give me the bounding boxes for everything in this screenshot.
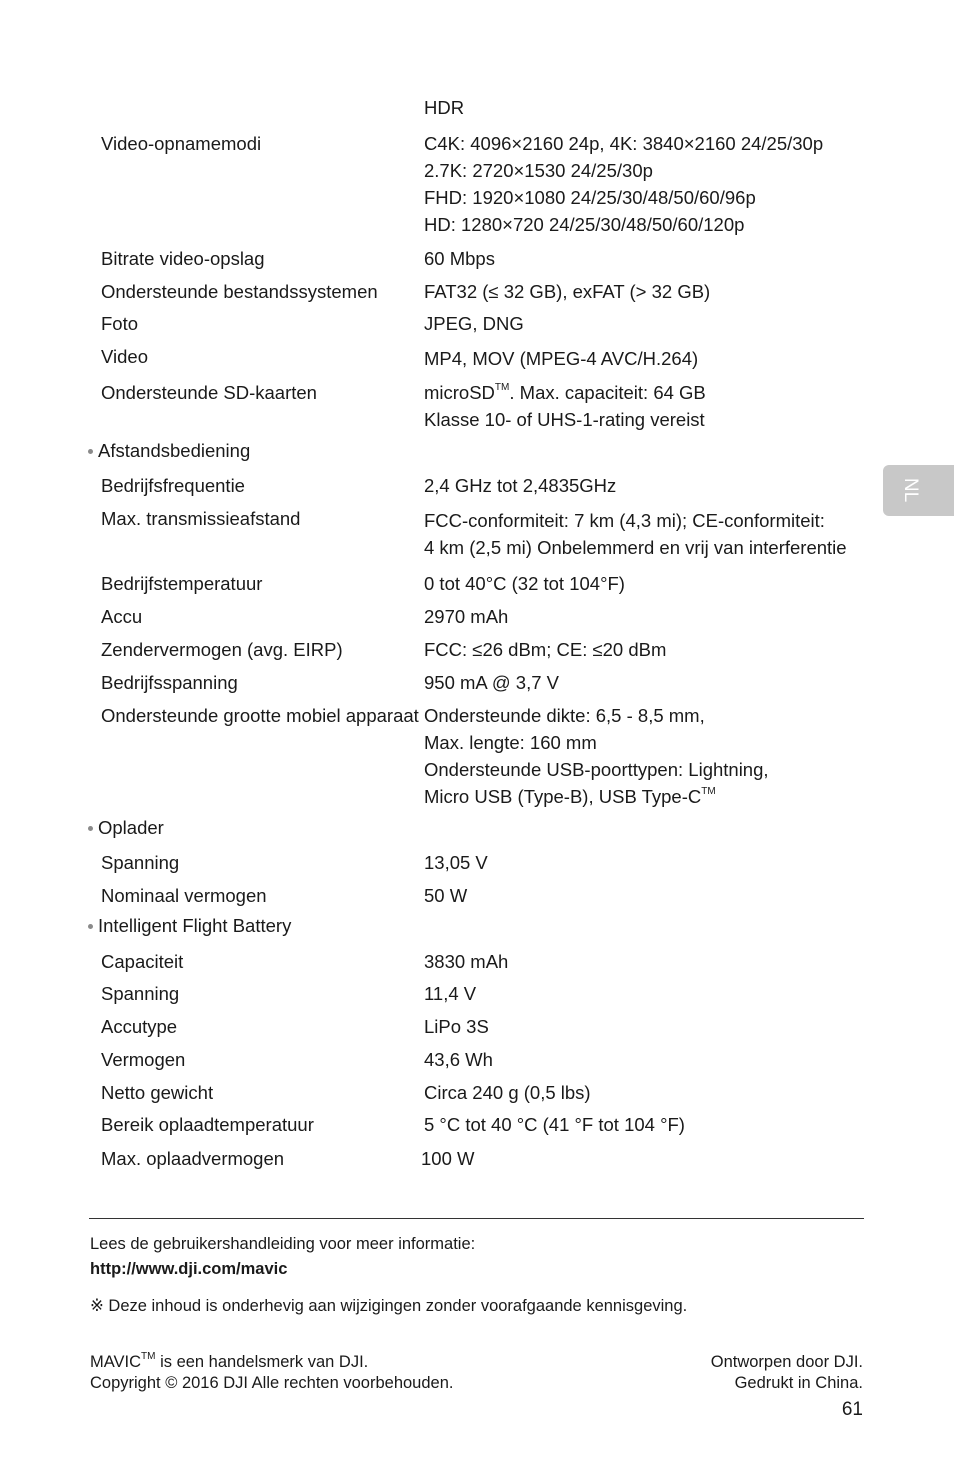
- spec-value: [424, 603, 508, 630]
- spec-value: [424, 1079, 591, 1106]
- spec-value: [424, 472, 616, 499]
- trademark-sup: TM: [141, 1350, 156, 1362]
- spec-label: Capaciteit: [101, 951, 184, 972]
- spec-value-line: MP4, MOV (MPEG-4 AVC/H.264): [424, 348, 699, 369]
- spec-value-line: FHD: 1920×1080 24/25/30/48/50/60/96p: [424, 187, 756, 208]
- brand-name: MAVIC: [90, 1353, 142, 1371]
- spec-label: Ondersteunde SD-kaarten: [101, 382, 317, 403]
- spec-value: [424, 882, 467, 909]
- spec-value: [424, 702, 769, 810]
- bullet-icon: [88, 924, 93, 929]
- spec-label: Max. oplaadvermogen: [101, 1148, 285, 1169]
- spec-value-line: 3830 mAh: [424, 951, 509, 972]
- page-number: 61: [841, 1399, 863, 1420]
- spec-value-line: 50 W: [424, 885, 468, 906]
- spec-value-line: Klasse 10- of UHS-1-rating vereist: [424, 409, 705, 430]
- spec-label: Accu: [101, 606, 143, 627]
- bullet-icon: [88, 826, 93, 831]
- footer-info: Lees de gebruikershandleiding voor meer informatie:: [90, 1235, 476, 1253]
- spec-value-line: LiPo 3S: [424, 1016, 489, 1037]
- spec-value-line: Ondersteunde USB-poorttypen: Lightning,: [424, 759, 769, 780]
- spec-value-line: 60 Mbps: [424, 248, 495, 269]
- spec-value-line: HDR: [424, 97, 465, 118]
- section-heading-text: Oplader: [98, 817, 164, 838]
- spec-label: Bedrijfsfrequentie: [101, 475, 245, 496]
- footer-trademark: [90, 1351, 368, 1373]
- spec-value: [424, 570, 625, 597]
- spec-value-line: C4K: 4096×2160 24p, 4K: 3840×2160 24/25/30p: [424, 133, 824, 154]
- footer-url[interactable]: [90, 1258, 287, 1280]
- spec-value: [424, 1046, 493, 1073]
- spec-label: Bereik oplaadtemperatuur: [101, 1114, 314, 1135]
- spec-value: [424, 1013, 489, 1040]
- spec-value: [424, 849, 488, 876]
- spec-label: Nominaal vermogen: [101, 885, 267, 906]
- spec-label: Foto: [101, 313, 139, 334]
- footer-printed: Gedrukt in China.: [734, 1374, 863, 1392]
- spec-value: [424, 130, 823, 238]
- spec-value: [424, 345, 698, 372]
- spec-value-text: Micro USB (Type-B), USB Type-C: [424, 786, 702, 807]
- section-heading-charger: [88, 814, 164, 841]
- spec-label: Spanning: [101, 852, 180, 873]
- spec-label: Video-opnamemodi: [101, 133, 262, 154]
- section-heading-battery: [88, 912, 291, 939]
- spec-value: [424, 278, 710, 305]
- spec-value-line: 11,4 V: [424, 983, 477, 1004]
- spec-value-line: 100 W: [421, 1148, 475, 1169]
- bullet-icon: [88, 449, 93, 454]
- spec-value-line: 2,4 GHz tot 2,4835GHz: [424, 475, 617, 496]
- spec-value-line: 13,05 V: [424, 852, 488, 873]
- spec-label: Bitrate video-opslag: [101, 248, 265, 269]
- spec-value: [424, 980, 476, 1007]
- spec-label: Video: [101, 346, 148, 367]
- spec-label: Bedrijfsspanning: [101, 672, 238, 693]
- spec-value-line: JPEG, DNG: [424, 313, 524, 334]
- section-heading-text: Intelligent Flight Battery: [98, 915, 292, 936]
- spec-value: [424, 1111, 685, 1138]
- spec-label: Ondersteunde grootte mobiel apparaat: [101, 705, 419, 726]
- spec-value-text: . Max. capaciteit: 64 GB: [509, 382, 706, 403]
- spec-value-line: FCC-conformiteit: 7 km (4,3 mi); CE-conformiteit:: [424, 510, 825, 531]
- language-tab: [883, 465, 954, 516]
- section-heading-text: Afstandsbediening: [98, 440, 251, 461]
- spec-value: [424, 669, 559, 696]
- spec-value-line: FCC: ≤26 dBm; CE: ≤20 dBm: [424, 639, 667, 660]
- spec-label: Bedrijfstemperatuur: [101, 573, 263, 594]
- trademark-text: is een handelsmerk van DJI.: [155, 1353, 369, 1371]
- spec-value-line: 43,6 Wh: [424, 1049, 493, 1070]
- spec-value: [424, 245, 495, 272]
- spec-label: Accutype: [101, 1016, 178, 1037]
- spec-value: [421, 1145, 474, 1172]
- spec-value-line: [424, 783, 769, 810]
- trademark-sup: TM: [494, 381, 510, 393]
- spec-value: [424, 948, 508, 975]
- spec-value-line: [424, 379, 706, 406]
- spec-value: [424, 507, 847, 561]
- footer-notice: ※ Deze inhoud is onderhevig aan wijzigingen zonder voorafgaande kennisgeving.: [90, 1297, 688, 1315]
- footer-designed: Ontworpen door DJI.: [710, 1353, 863, 1371]
- spec-label: Ondersteunde bestandssystemen: [101, 281, 378, 302]
- language-tab-label: NL: [900, 477, 921, 503]
- spec-label: Spanning: [101, 983, 180, 1004]
- spec-value-line: 2.7K: 2720×1530 24/25/30p: [424, 160, 653, 181]
- spec-label: Netto gewicht: [101, 1082, 214, 1103]
- spec-value: [424, 379, 706, 433]
- spec-value-text: microSD: [424, 382, 495, 403]
- spec-value-line: Max. lengte: 160 mm: [424, 732, 597, 753]
- spec-value-line: 5 °C tot 40 °C (41 °F tot 104 °F): [424, 1114, 685, 1135]
- spec-value-line: 0 tot 40°C (32 tot 104°F): [424, 573, 625, 594]
- spec-value: [424, 310, 524, 337]
- spec-value-line: 950 mA @ 3,7 V: [424, 672, 559, 693]
- spec-label: Max. transmissieafstand: [101, 508, 301, 529]
- spec-value-line: 4 km (2,5 mi) Onbelemmerd en vrij van interferentie: [424, 537, 847, 558]
- spec-label: Zendervermogen (avg. EIRP): [101, 639, 343, 660]
- section-heading-remote: [88, 437, 250, 464]
- spec-value-line: 2970 mAh: [424, 606, 509, 627]
- trademark-sup: TM: [701, 785, 716, 797]
- spec-value-line: FAT32 (≤ 32 GB), exFAT (> 32 GB): [424, 281, 711, 302]
- spec-value-line: Circa 240 g (0,5 lbs): [424, 1082, 591, 1103]
- spec-value-line: HD: 1280×720 24/25/30/48/50/60/120p: [424, 214, 745, 235]
- footer-url-text[interactable]: http://www.dji.com/mavic: [90, 1260, 288, 1278]
- spec-value-line: Ondersteunde dikte: 6,5 - 8,5 mm,: [424, 705, 705, 726]
- spec-value: [424, 94, 464, 121]
- footer-copyright: Copyright © 2016 DJI Alle rechten voorbehouden.: [90, 1374, 454, 1392]
- spec-value: [424, 636, 666, 663]
- spec-label: Vermogen: [101, 1049, 186, 1070]
- footer-divider: [89, 1218, 864, 1219]
